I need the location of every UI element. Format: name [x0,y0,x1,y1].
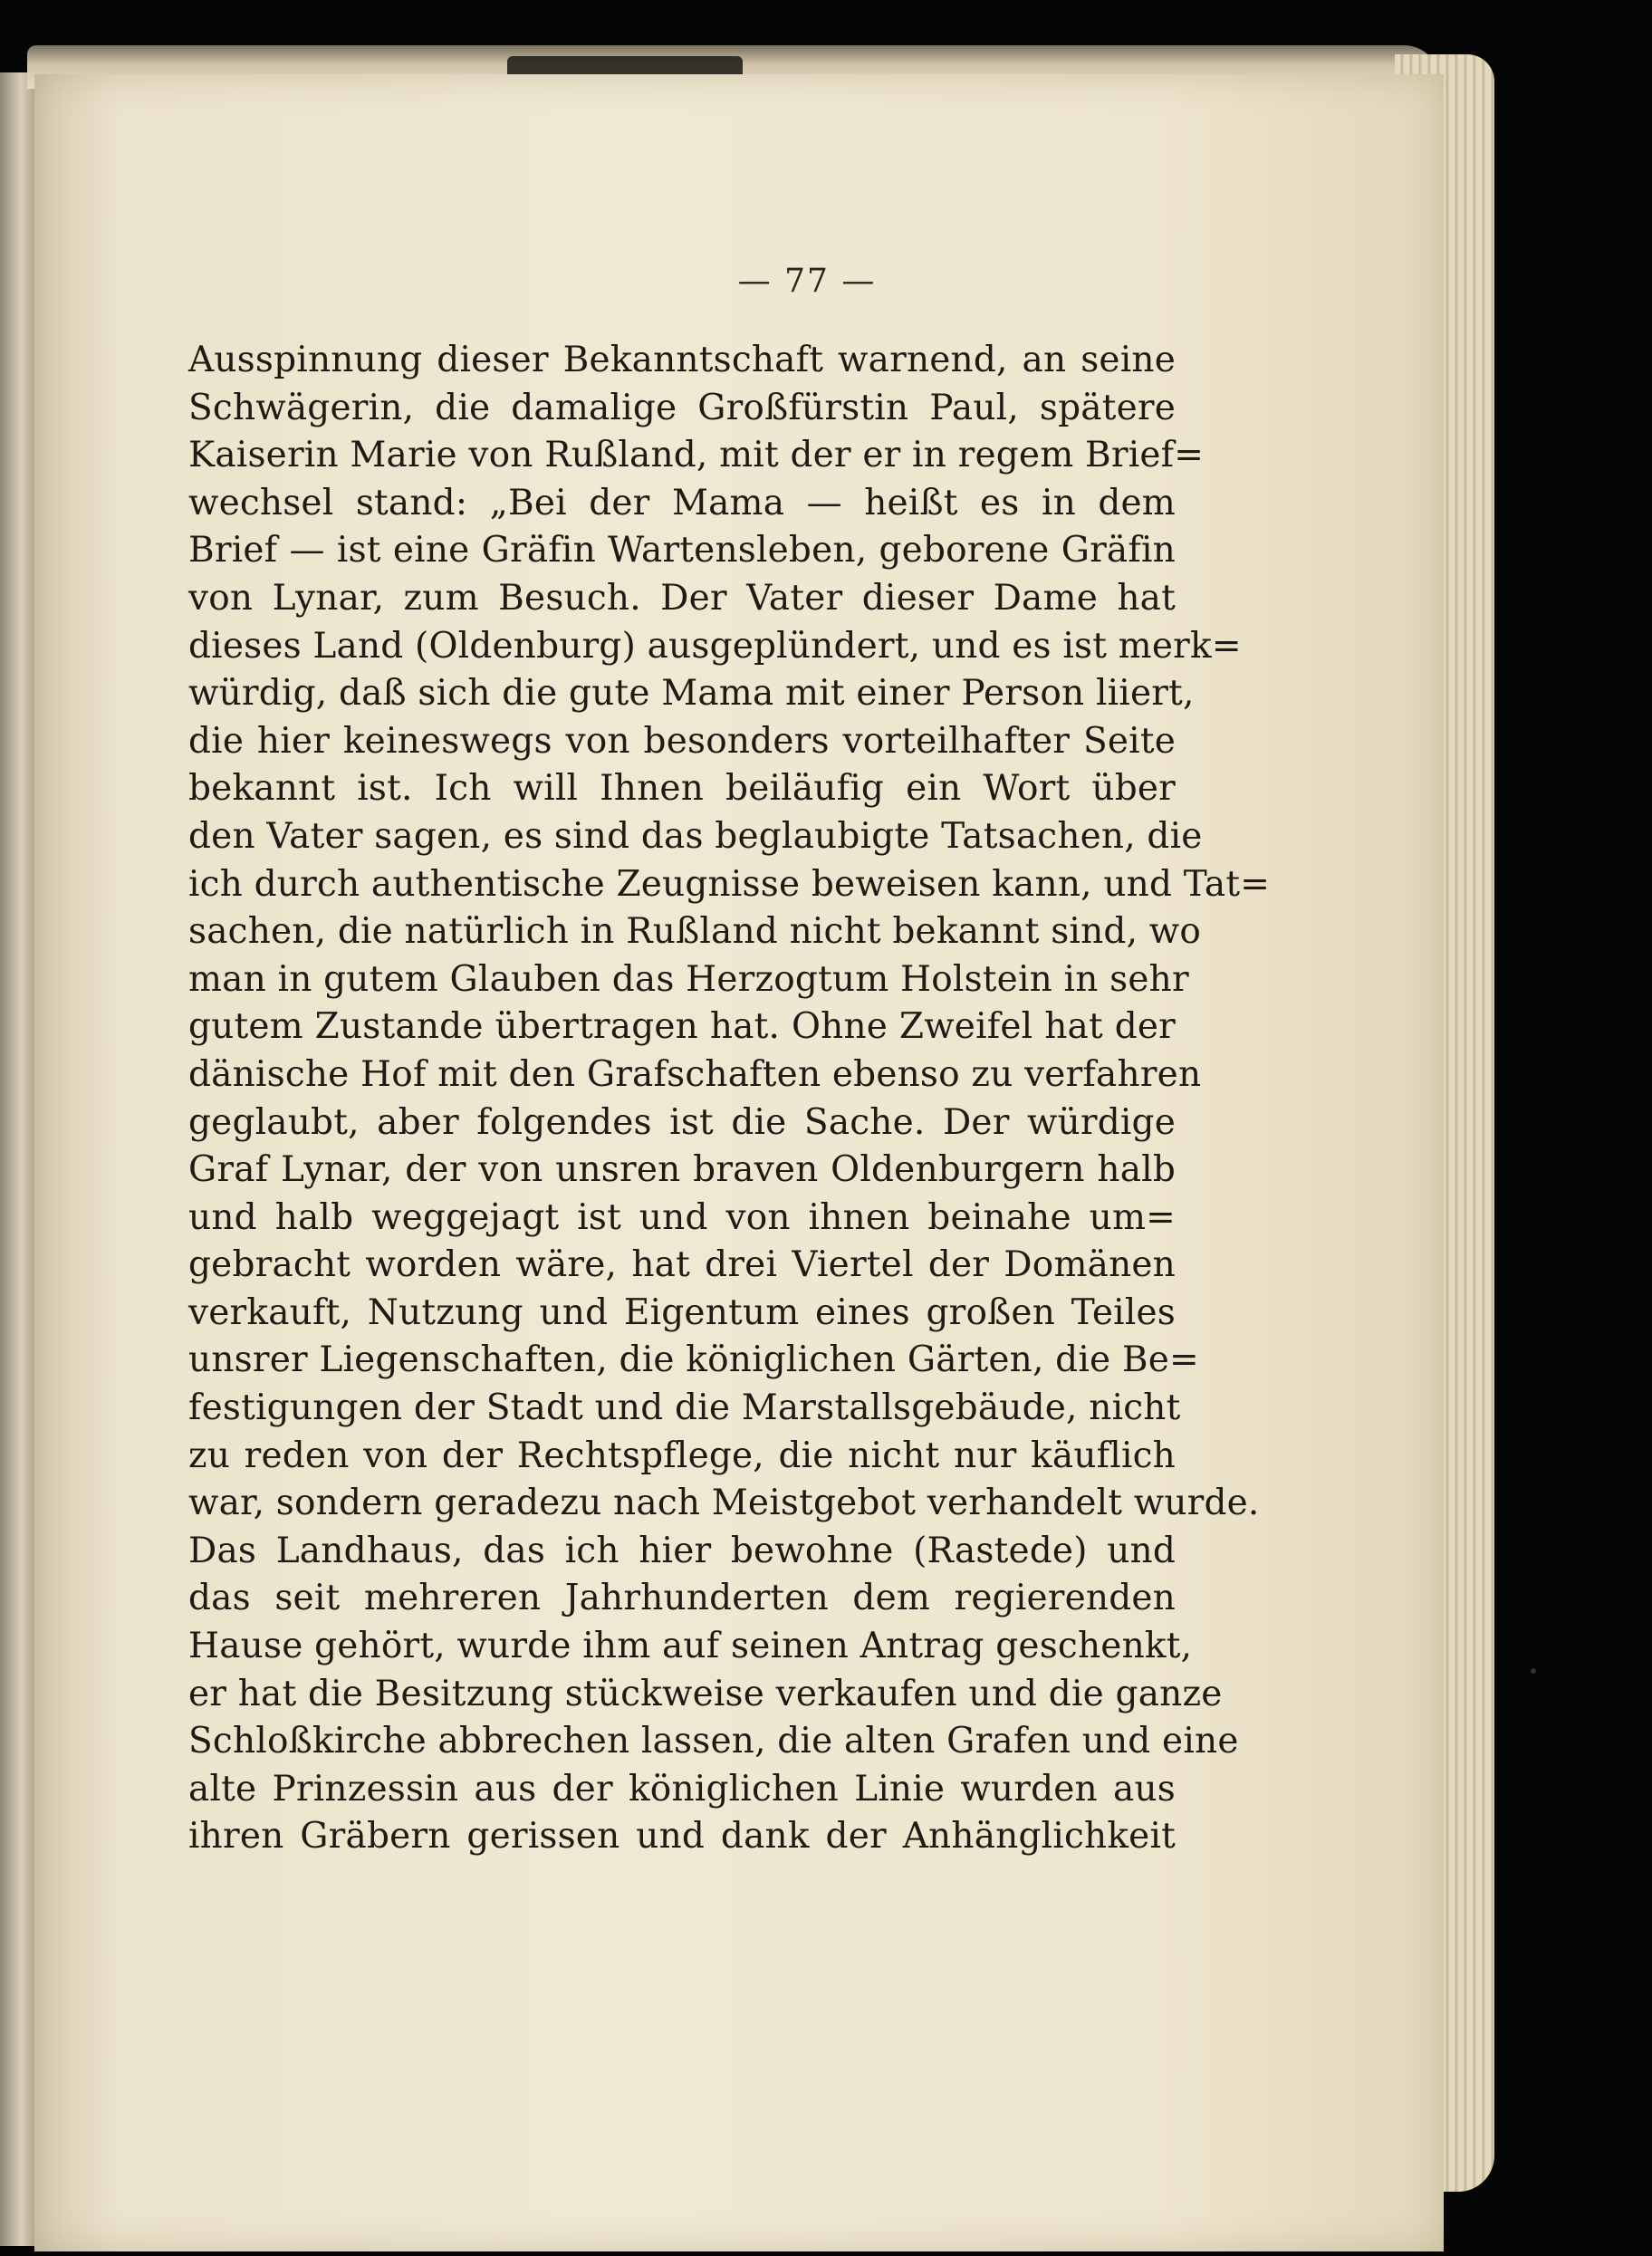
text-line: Kaiserin Marie von Rußland, mit der er in regem Brief= [188,435,1205,476]
text-line: dieses Land (Oldenburg) ausgeplündert, und es ist merk= [188,625,1242,667]
text-line: und halb weggejagt ist und von ihnen beinahe um= [188,1196,1176,1238]
text-line: zu reden von der Rechtspflege, die nicht nur käuflich [188,1435,1176,1476]
text-line: sachen, die natürlich in Rußland nicht bekannt sind, wo [188,911,1202,953]
text-line: unsrer Liegenschaften, die königlichen Gärten, die Be= [188,1339,1199,1381]
text-line: gutem Zustande übertragen hat. Ohne Zweifel hat der [188,1006,1176,1048]
text-line: alte Prinzessin aus der königlichen Linie wurden aus [188,1768,1176,1810]
page-number: — 77 — [737,263,877,300]
text-line: Brief — ist eine Gräfin Wartensleben, geborene Gräfin [188,530,1176,571]
text-line: Hause gehört, wurde ihm auf seinen Antrag geschenkt, [188,1626,1193,1667]
text-line: bekannt ist. Ich will Ihnen beiläufig ein Wort über [188,768,1176,810]
text-line: gebracht worden wäre, hat drei Viertel der Domänen [188,1244,1176,1286]
text-line: festigungen der Stadt und die Marstallsgebäude, nicht [188,1387,1181,1429]
text-line: ich durch authentische Zeugnisse beweisen kann, und Tat= [188,863,1271,905]
body-text [188,337,1271,1861]
text-line: Schwägerin, die damalige Großfürstin Paul, spätere [188,387,1176,428]
text-line: ihren Gräbern gerissen und dank der Anhänglichkeit [188,1816,1176,1858]
text-line: man in gutem Glauben das Herzogtum Holstein in sehr [188,958,1189,1000]
text-line: er hat die Besitzung stückweise verkaufen und die ganze [188,1673,1223,1714]
text-line: würdig, daß sich die gute Mama mit einer Person liiert, [188,673,1195,715]
text-line: den Vater sagen, es sind das beglaubigte Tatsachen, die [188,815,1203,857]
text-line: dänische Hof mit den Grafschaften ebenso zu verfahren [188,1053,1202,1095]
text-line: die hier keineswegs von besonders vorteilhafter Seite [188,720,1176,762]
text-line: Das Landhaus, das ich hier bewohne (Rastede) und [188,1530,1176,1571]
text-line: Schloßkirche abbrechen lassen, die alten Grafen und eine [188,1721,1239,1762]
dust-speck [1531,1668,1536,1674]
text-line: verkauft, Nutzung und Eigentum eines großen Teiles [188,1291,1176,1333]
text-line: war, sondern geradezu nach Meistgebot verhandelt wurde. [188,1483,1260,1524]
text-line: geglaubt, aber folgendes ist die Sache. Der würdige [188,1101,1176,1143]
book-page [34,74,1444,2251]
text-line: Ausspinnung dieser Bekanntschaft warnend, an seine [188,340,1176,380]
text-line: von Lynar, zum Besuch. Der Vater dieser Dame hat [188,577,1176,619]
text-line: das seit mehreren Jahrhunderten dem regierenden [188,1578,1176,1619]
text-line: wechsel stand: „Bei der Mama — heißt es in dem [188,482,1176,523]
text-line: Graf Lynar, der von unsren braven Oldenburgern halb [188,1149,1176,1191]
